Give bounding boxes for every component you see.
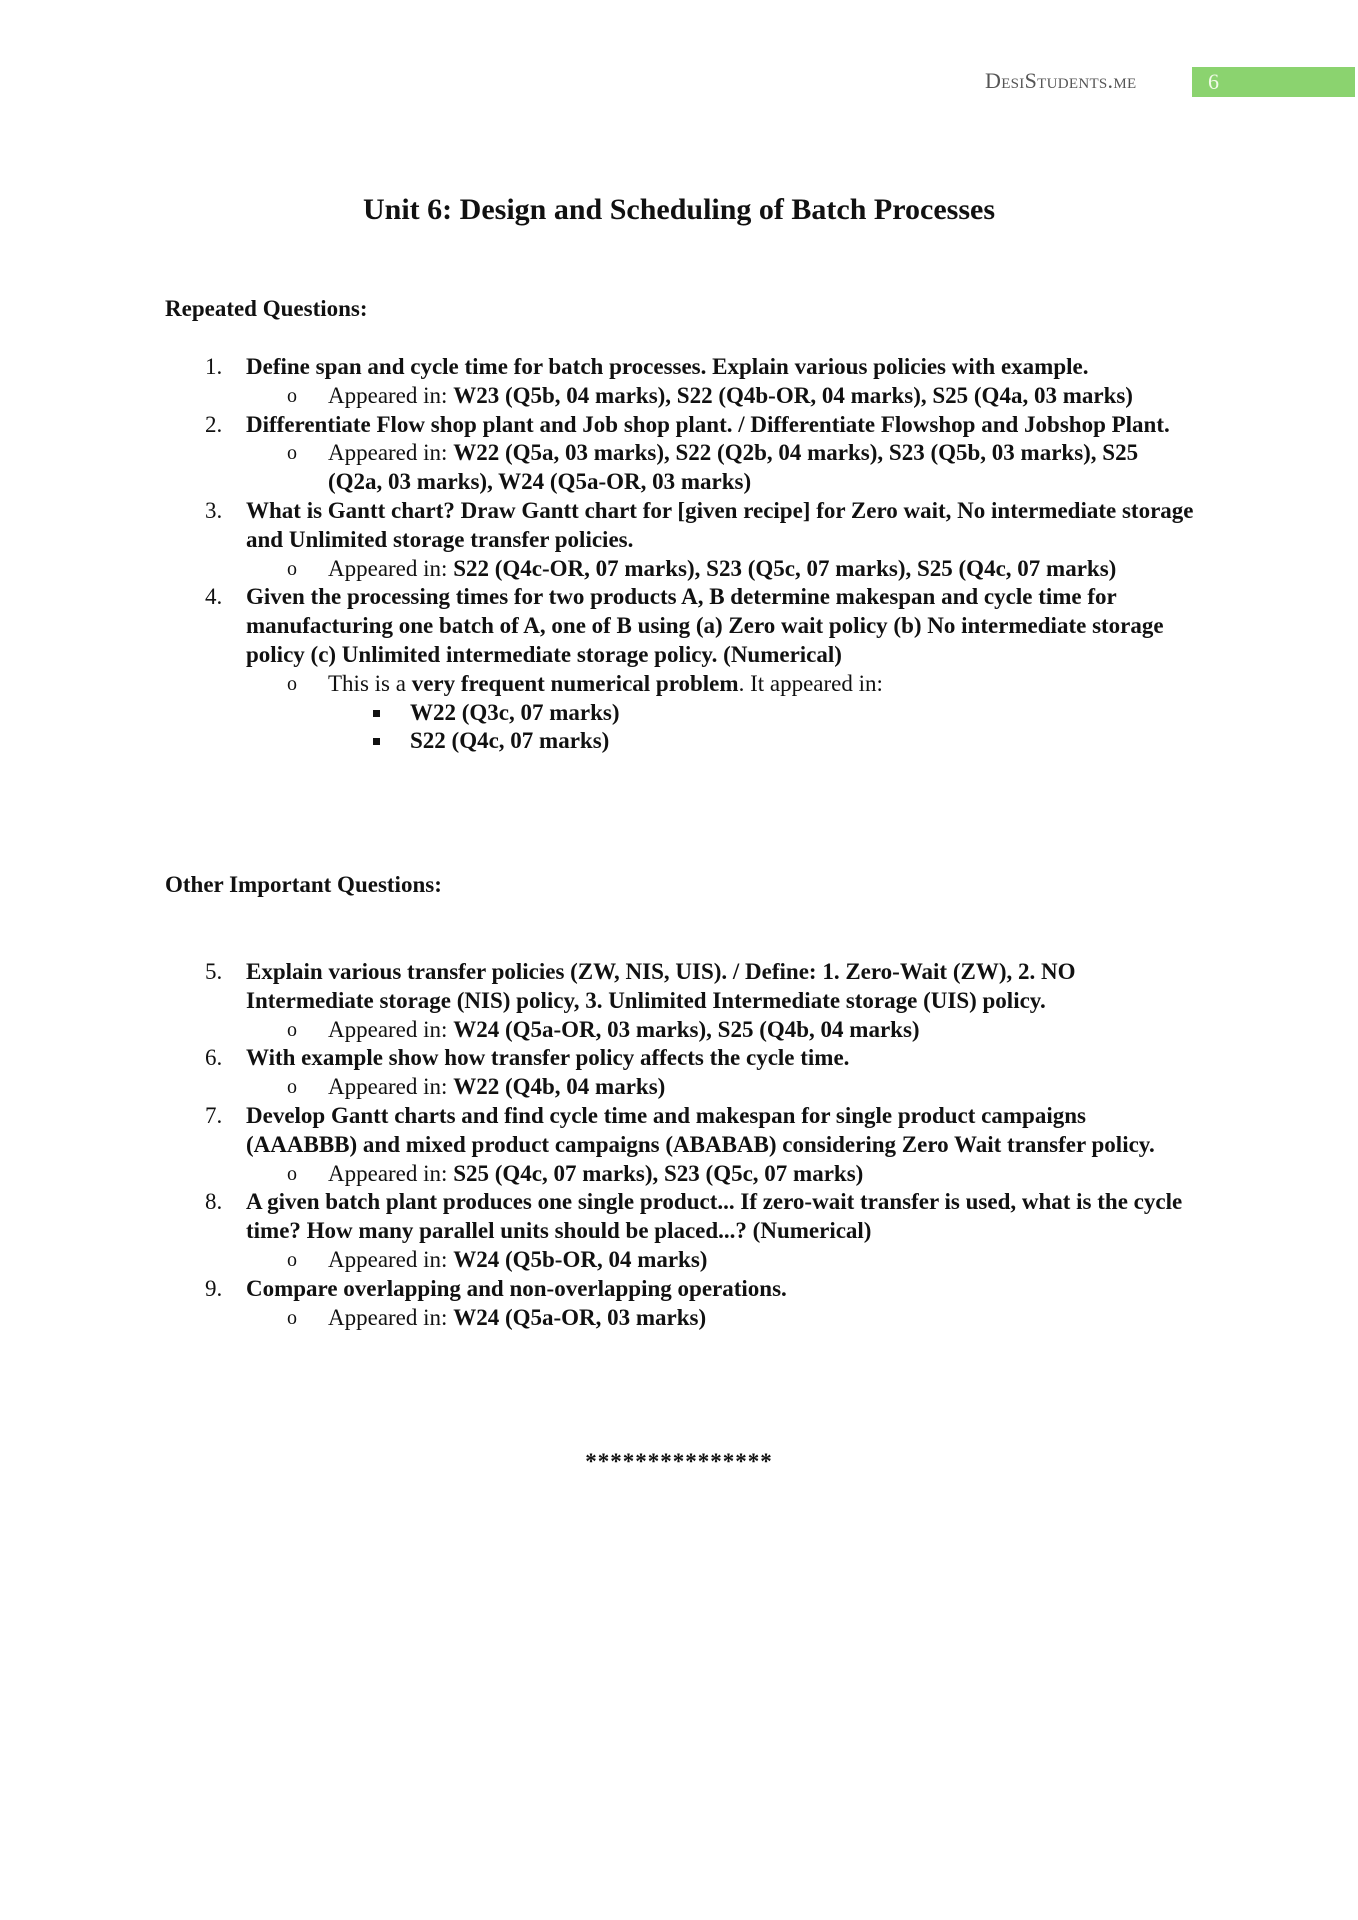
note-segment: W23 (Q5b, 04 marks), S22 (Q4b-OR, 04 marks), S25 (Q4a, 03 marks) [453, 382, 1133, 408]
question-text: Given the processing times for two products A, B determine makespan and cycle time for manufacturing one batch of A, one of B using (a) Zero wait policy (b) No intermediate storage policy (c) Unlimited intermediate storage policy. (Numerical) [246, 584, 1164, 667]
note-segment: Appeared in: [328, 1074, 454, 1100]
other-questions-list [165, 958, 1195, 1332]
appearance-note [165, 1073, 1195, 1102]
note-segment: . It appeared in: [738, 670, 883, 696]
appearance-note [165, 670, 1195, 699]
note-segment: Appeared in: [328, 555, 454, 581]
square-bullet-icon [373, 710, 380, 717]
exam-reference-text: S22 (Q4c, 07 marks) [410, 728, 610, 754]
question-number: 6. [205, 1045, 223, 1071]
note-segment: W24 (Q5a-OR, 03 marks) [453, 1304, 707, 1330]
question-text: A given batch plant produces one single product... If zero-wait transfer is used, what is the cycle time? How many parallel units should be placed...? (Numerical) [246, 1189, 1183, 1244]
end-separator: *************** [585, 1449, 773, 1474]
section-heading-other: Other Important Questions: [165, 872, 442, 897]
question-number: 1. [205, 354, 223, 379]
question-number: 3. [205, 497, 223, 523]
square-bullet-icon [373, 738, 380, 745]
question-item [165, 958, 1195, 1044]
note-segment: S25 (Q4c, 07 marks), S23 (Q5c, 07 marks) [453, 1160, 864, 1186]
question-item [165, 411, 1195, 497]
question-item [165, 1102, 1195, 1188]
circle-bullet-icon: o [287, 1162, 297, 1185]
question-item [165, 497, 1195, 583]
section-heading-repeated: Repeated Questions: [165, 296, 368, 321]
note-segment: S22 (Q4c-OR, 07 marks), S23 (Q5c, 07 marks), S25 (Q4c, 07 marks) [453, 555, 1117, 581]
page-title: Unit 6: Design and Scheduling of Batch Processes [363, 193, 995, 226]
note-segment: W24 (Q5a-OR, 03 marks), S25 (Q4b, 04 marks) [453, 1016, 920, 1042]
note-segment: Appeared in: [328, 1160, 454, 1186]
question-text: Compare overlapping and non-overlapping operations. [246, 1275, 787, 1301]
question-number: 5. [205, 959, 223, 984]
note-segment: W24 (Q5b-OR, 04 marks) [453, 1246, 708, 1272]
question-item [165, 1188, 1195, 1274]
circle-bullet-icon: o [287, 1248, 297, 1271]
question-text: With example show how transfer policy affects the cycle time. [246, 1045, 850, 1071]
question-item [165, 353, 1195, 411]
circle-bullet-icon: o [287, 384, 297, 407]
repeated-questions-list [165, 353, 1195, 756]
circle-bullet-icon: o [287, 557, 297, 580]
question-item [165, 1275, 1195, 1333]
page-number-badge: 6 [1192, 67, 1355, 97]
appearance-note [165, 382, 1195, 411]
note-segment: W22 (Q4b, 04 marks) [453, 1074, 666, 1100]
circle-bullet-icon: o [287, 442, 297, 465]
question-item [165, 583, 1195, 756]
note-segment: This is a [328, 670, 412, 696]
note-segment: W22 (Q5a, 03 marks), S22 (Q2b, 04 marks), S23 (Q5b, 03 marks), S25 (Q2a, 03 marks), W24 (Q5a-OR, 03 marks) [328, 440, 1139, 495]
question-item [165, 1044, 1195, 1102]
question-text: Define span and cycle time for batch processes. Explain various policies with example. [246, 354, 1089, 379]
question-text: What is Gantt chart? Draw Gantt chart for [given recipe] for Zero wait, No intermediate storage and Unlimited storage transfer policies. [246, 497, 1194, 552]
appearance-note [165, 1016, 1195, 1045]
note-segment: Appeared in: [328, 1304, 454, 1330]
question-text: Explain various transfer policies (ZW, NIS, UIS). / Define: 1. Zero-Wait (ZW), 2. NO Intermediate storage (NIS) policy, 3. Unlimited Intermediate storage (UIS) policy. [246, 959, 1076, 1013]
exam-reference [165, 699, 1195, 728]
circle-bullet-icon: o [287, 1076, 297, 1099]
circle-bullet-icon: o [287, 1018, 297, 1041]
question-number: 4. [205, 584, 223, 610]
question-number: 8. [205, 1189, 223, 1215]
question-text: Differentiate Flow shop plant and Job shop plant. / Differentiate Flowshop and Jobshop Plant. [246, 411, 1170, 437]
appearance-note [165, 1304, 1195, 1333]
note-segment: Appeared in: [328, 1246, 454, 1272]
note-segment: very frequent numerical problem [411, 670, 739, 696]
circle-bullet-icon: o [287, 1306, 297, 1329]
site-name: DesiStudents.me [985, 68, 1137, 93]
note-segment: Appeared in: [328, 1016, 454, 1042]
appearance-note [165, 439, 1195, 497]
note-segment: Appeared in: [328, 382, 454, 408]
question-number: 2. [205, 411, 223, 437]
question-text: Develop Gantt charts and find cycle time and makespan for single product campaigns (AAABBB) and mixed product campaigns (ABABAB) considering Zero Wait transfer policy. [246, 1102, 1155, 1157]
exam-reference [165, 727, 1195, 756]
exam-reference-text: W22 (Q3c, 07 marks) [410, 699, 620, 725]
question-number: 7. [205, 1102, 223, 1128]
note-segment: Appeared in: [328, 440, 454, 466]
appearance-note [165, 1246, 1195, 1275]
appearance-note [165, 1160, 1195, 1189]
circle-bullet-icon: o [287, 672, 297, 695]
question-number: 9. [205, 1275, 223, 1301]
appearance-note [165, 555, 1195, 584]
